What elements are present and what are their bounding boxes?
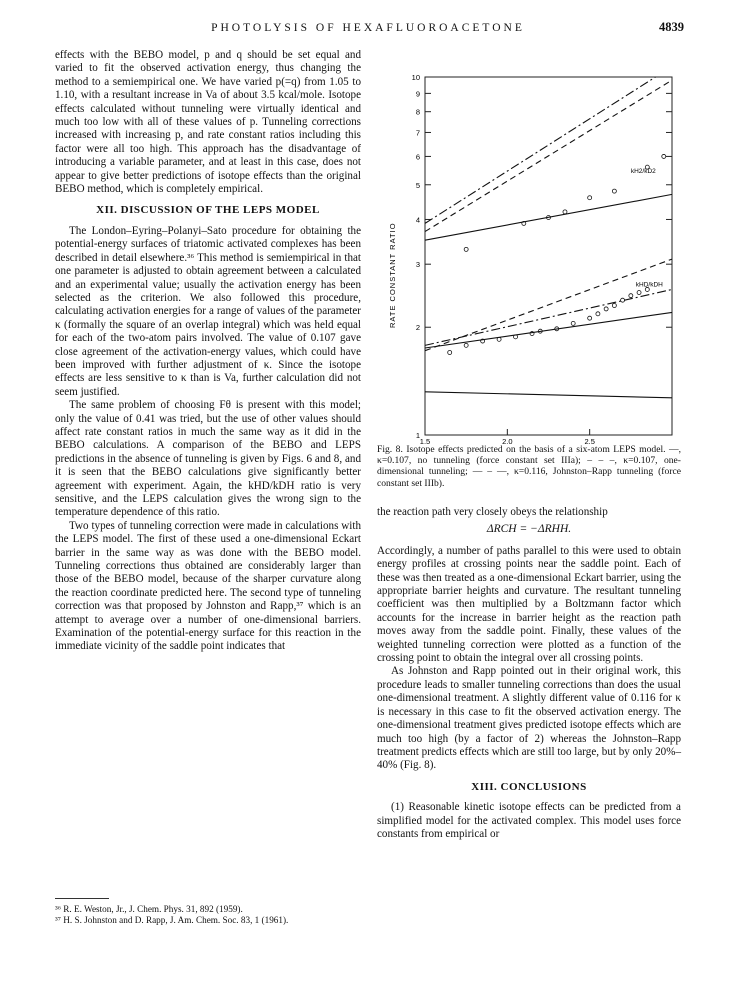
footnote-36: ³⁶ R. E. Weston, Jr., J. Chem. Phys. 31, 892 (1959). bbox=[55, 904, 243, 914]
footnote-rule bbox=[55, 898, 109, 899]
y-tick-label: 2 bbox=[415, 323, 420, 333]
paragraph: effects with the BEBO model, p and q should be set equal and varied to fit the observed activation energy, thus changing the method to a semiempirical one. We have varied p(=q) from 1.05 to 1.10, with a resultant increase in Va of about 3.5 kcal/mole. Isotope effects calculated without tunneling were virtually identical and much too low with all of these values of p. Tunneling corrections increased with increasing p, and rate constant ratios including this factor were all too high. This approach has the disadvantage of introducing a variable parameter, and at least in this case, does not appear to give better predictions of isotope effects than the original BEBO method, which is completely empirical. bbox=[55, 49, 361, 196]
running-title: PHOTOLYSIS OF HEXAFLUOROACETONE bbox=[211, 22, 525, 34]
equation: ΔRCH = −ΔRHH. bbox=[486, 523, 572, 536]
series-label-h2-d2: kH2/kD2 bbox=[630, 167, 656, 175]
paragraph: Two types of tunneling correction were made in calculations with the LEPS model. The first of these used a one-dimensional Eckart barrier in the same way as was done with the BEBO model. Tunneling corrections thus obtained are considerably larger than those of the BEBO model, because of the sharper curvature along the reaction coordinate predicted here. The second type of tunneling correction was that proposed by Johnston and Rapp,³⁷ which is an attempt to average over a number of one-dimensional barriers. Examination of the potential-energy surface for this reaction in the immediate vicinity of the saddle point indicates that bbox=[55, 519, 361, 653]
data-point bbox=[612, 189, 616, 193]
paragraph: the reaction path very closely obeys the relationship bbox=[377, 506, 608, 518]
y-tick-label: 7 bbox=[415, 128, 420, 138]
data-point bbox=[588, 316, 592, 320]
section-heading: XII. DISCUSSION OF THE LEPS MODEL bbox=[96, 204, 320, 217]
data-point bbox=[612, 304, 616, 308]
y-tick-label: 5 bbox=[415, 180, 420, 190]
y-axis-label bbox=[385, 210, 399, 330]
y-tick-label: 6 bbox=[415, 152, 420, 162]
data-point bbox=[629, 294, 633, 298]
x-tick-label: 2.0 bbox=[502, 437, 513, 446]
data-point bbox=[637, 291, 641, 295]
data-point bbox=[604, 307, 608, 311]
x-tick-label: 1.5 bbox=[419, 437, 431, 446]
section-heading: XIII. CONCLUSIONS bbox=[471, 780, 587, 793]
series-line bbox=[425, 392, 672, 398]
data-point bbox=[464, 343, 468, 347]
page-number: 4839 bbox=[659, 20, 684, 34]
y-tick-label: 4 bbox=[415, 215, 420, 225]
figure-caption: Fig. 8. Isotope effects predicted on the basis of a six-atom LEPS model. —, κ=0.107, no tunneling (force constant set IIIa); – – –, κ=0.107, one-dimensional tunneling; — – —, κ=0.116, Johnston–Rapp tunneling (force constant set IIIb). bbox=[377, 444, 681, 489]
x-tick-label: 2.5 bbox=[584, 437, 595, 446]
data-point bbox=[571, 321, 575, 325]
data-point bbox=[596, 312, 600, 316]
data-point bbox=[497, 337, 501, 341]
series-label-hd-dh: kHD/kDH bbox=[635, 281, 663, 289]
paragraph: The London–Eyring–Polanyi–Sato procedure for obtaining the potential-energy surfaces of triatomic activated complexes has been described in detail elsewhere.³⁶ This method is semiempirical in that one parameter is adjusted to obtain agreement between a calculated and an experimental value; usually the activation energy has been selected as the criterion. We also followed this procedure, calculating activation energies for a range of values of the parameter κ (formally the square of an overlap integral) which was held equal for each of the two-atom pairs involved. The value of 0.107 gave close agreement of the activation-energy values, which could have been improved with further adjustment of κ. Since the isotope effects are less sensitive to κ than is Va, further calculation did not seem justified. bbox=[55, 224, 361, 398]
paragraph: Accordingly, a number of paths parallel to this were used to obtain energy profiles at crossing points near the saddle point. Each of these was then treated as a one-dimensional Eckart barrier, using the appropriate barrier heights and curvature. The resultant tunneling coefficient was then multiplied by a Boltzmann factor which accounts for the increase in barrier height as the reaction path moves away from the saddle point. Finally, these values of the weighted tunneling correction were plotted as a function of the crossing point to obtain the integral over all crossing points. bbox=[377, 544, 681, 665]
y-axis-label-text: RATE CONSTANT RATIO bbox=[388, 222, 397, 328]
y-tick-label: 8 bbox=[415, 107, 420, 117]
data-point bbox=[588, 196, 592, 200]
y-tick-label: 3 bbox=[415, 260, 420, 270]
footnotes bbox=[55, 904, 365, 926]
left-column bbox=[55, 49, 361, 654]
data-point bbox=[563, 210, 567, 214]
data-point bbox=[464, 247, 468, 251]
data-point bbox=[448, 350, 452, 354]
paragraph: As Johnston and Rapp pointed out in their original work, this procedure leads to smaller tunneling corrections than does the usual one-dimensional treatment. A slightly different value of 0.116 for κ is necessary in this case to fit the observed activation energy. The one-dimensional treatment gives predicted isotope effects which are much too high (by a factor of 2) whereas the Johnston–Rapp treatment predicts effects which are still too large, but by only 20%–40% (Fig. 8). bbox=[377, 665, 681, 772]
paragraph: (1) Reasonable kinetic isotope effects can be predicted from a simplified model for the activated complex. This model uses force constants from empirical or bbox=[377, 801, 681, 840]
series-line bbox=[425, 80, 672, 231]
y-tick-label: 1 bbox=[415, 431, 420, 440]
data-point bbox=[662, 154, 666, 158]
series-line bbox=[425, 77, 656, 223]
plot-frame bbox=[425, 77, 672, 435]
y-tick-label: 9 bbox=[415, 89, 420, 99]
series-line bbox=[425, 194, 672, 240]
right-column bbox=[377, 506, 681, 841]
footnote-37: ³⁷ H. S. Johnston and D. Rapp, J. Am. Chem. Soc. 83, 1 (1961). bbox=[55, 915, 289, 925]
figure-8-chart bbox=[380, 47, 680, 447]
paragraph: The same problem of choosing Fθ is present with this model; only the value of 0.41 was tried, but the use of other values should affect rate constant ratios in much the same way as it did in the BEBO calculations. A comparison of the BEBO and LEPS predictions in the absence of tunneling is given by Figs. 6 and 8, and it is seen that the BEBO calculations give significantly better agreement with experiment. Again, the kHD/kDH ratio is very sensitive, and the LEPS calculation gives the wrong sign to the temperature dependence of this ratio. bbox=[55, 399, 361, 519]
y-tick-label: 10 bbox=[411, 73, 420, 82]
